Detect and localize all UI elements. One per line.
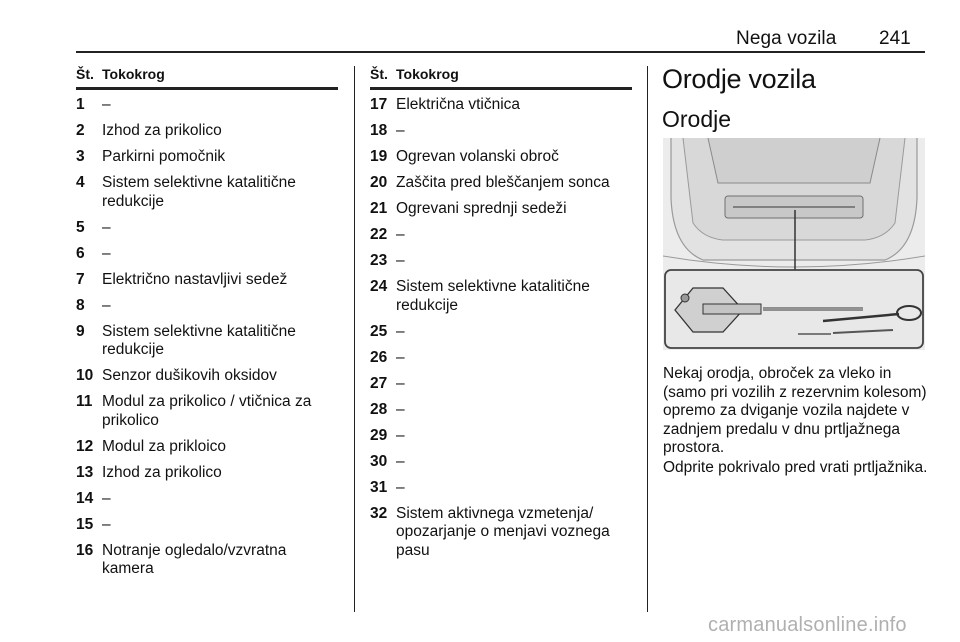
watermark: carmanualsonline.info: [708, 614, 907, 636]
table-row: [76, 516, 338, 535]
fuse-number: 19: [370, 148, 388, 165]
circuit-label: –: [396, 226, 405, 243]
table-row: [370, 174, 632, 193]
fuse-number: 18: [370, 122, 388, 139]
fuse-number: 15: [76, 515, 94, 533]
fuse-number: 14: [76, 489, 94, 507]
tools-description: Nekaj orodja, obroček za vleko in (samo pri vozilih z rezervnim kolesom) opremo za dviganje vozila najdete v zadnjem predalu v dnu prtljažnega prostora.: [663, 365, 927, 456]
circuit-label: Električno nastavljivi sedež: [102, 270, 288, 288]
fuse-number: 4: [76, 174, 85, 191]
table-row: [76, 464, 338, 483]
table-header: [370, 66, 632, 87]
table-row: [370, 200, 632, 219]
table-row: [76, 148, 338, 167]
table-row: [76, 490, 338, 509]
circuit-label: –: [102, 96, 111, 113]
circuit-label: –: [102, 296, 111, 314]
fuse-number: 32: [370, 504, 388, 522]
fuse-number: 16: [76, 541, 94, 559]
circuit-label: –: [396, 374, 405, 392]
circuit-label: Električna vtičnica: [396, 96, 521, 113]
circuit-label: Ogrevani sprednji sedeži: [396, 200, 567, 217]
table-row: [370, 323, 632, 342]
table-row: [76, 323, 338, 360]
fuse-number: 25: [370, 322, 388, 340]
table-header-rule: [370, 87, 632, 90]
fuse-number: 13: [76, 463, 94, 481]
table-header: [76, 66, 338, 87]
table-row: [76, 438, 338, 457]
circuit-label: –: [396, 426, 405, 444]
table-row: [370, 453, 632, 472]
open-cover-instruction: Odprite pokrivalo pred vrati prtljažnika.: [663, 459, 928, 476]
circuit-label: Notranje ogledalo/vzvratna kamera: [102, 541, 287, 577]
table-row: [370, 148, 632, 167]
column-circuit-header: Tokokrog: [102, 66, 165, 82]
circuit-label: –: [102, 515, 111, 533]
circuit-label: –: [396, 322, 405, 340]
circuit-label: –: [102, 244, 111, 262]
fuse-number: 29: [370, 426, 388, 444]
fuse-number: 2: [76, 122, 85, 139]
table-body: [76, 96, 338, 579]
section-title: Orodje vozila: [662, 64, 816, 94]
table-row: [370, 122, 632, 141]
header-title: Nega vozila: [736, 28, 837, 49]
table-row: [76, 96, 338, 115]
fuse-number: 9: [76, 322, 85, 340]
table-row: [76, 271, 338, 290]
circuit-label: Sistem selektivne katalitične redukcije: [396, 278, 590, 314]
fuse-number: 10: [76, 367, 94, 384]
fuse-number: 11: [76, 393, 93, 410]
table-row: [76, 174, 338, 211]
fuse-table-right: [370, 66, 632, 568]
table-row: [370, 349, 632, 368]
circuit-label: Zaščita pred bleščanjem sonca: [396, 174, 610, 191]
fuse-number: 8: [76, 296, 85, 314]
fuse-number: 5: [76, 218, 85, 236]
fuse-table-left: [76, 66, 338, 586]
table-body: [370, 96, 632, 560]
circuit-label: Modul za prikolico / vtičnica za prikolico: [102, 393, 312, 429]
column-divider: [647, 66, 648, 612]
section-subtitle: Orodje: [662, 106, 732, 132]
circuit-label: –: [396, 452, 405, 470]
fuse-number: 7: [76, 270, 85, 288]
fuse-number: 28: [370, 400, 388, 418]
table-row: [370, 226, 632, 245]
circuit-label: Modul za prikloico: [102, 437, 227, 455]
table-row: [76, 122, 338, 141]
circuit-label: Ogrevan volanski obroč: [396, 148, 559, 165]
table-row: [370, 96, 632, 115]
table-row: [370, 252, 632, 271]
circuit-label: Sistem selektivne katalitične redukcije: [102, 322, 296, 358]
fuse-number: 23: [370, 252, 388, 269]
fuse-number: 24: [370, 278, 388, 295]
fuse-number: 22: [370, 226, 388, 243]
table-row: [76, 297, 338, 316]
circuit-label: Parkirni pomočnik: [102, 148, 226, 165]
fuse-number: 26: [370, 348, 388, 366]
table-row: [370, 278, 632, 315]
table-row: [76, 542, 338, 579]
table-row: [76, 393, 338, 430]
column-circuit-header: Tokokrog: [396, 66, 459, 82]
circuit-label: Senzor dušikovih oksidov: [102, 367, 277, 384]
circuit-label: –: [396, 252, 405, 269]
circuit-label: Sistem selektivne katalitične redukcije: [102, 174, 296, 210]
circuit-label: –: [102, 218, 111, 236]
fuse-number: 12: [76, 437, 94, 455]
page-number: 241: [879, 28, 911, 49]
fuse-number: 20: [370, 174, 388, 191]
fuse-number: 27: [370, 374, 388, 392]
fuse-number: 1: [76, 96, 85, 113]
table-row: [370, 401, 632, 420]
fuse-number: 17: [370, 96, 388, 113]
table-row: [370, 375, 632, 394]
tools-illustration: [663, 138, 925, 350]
column-number-header: Št.: [76, 66, 94, 82]
header-rule: [76, 51, 925, 53]
fuse-number: 31: [370, 478, 388, 496]
table-row: [76, 367, 338, 386]
circuit-label: –: [396, 400, 405, 418]
circuit-label: Izhod za prikolico: [102, 122, 222, 139]
circuit-label: –: [396, 122, 405, 139]
fuse-number: 30: [370, 452, 388, 470]
table-row: [76, 245, 338, 264]
circuit-label: –: [102, 489, 111, 507]
circuit-label: –: [396, 348, 405, 366]
circuit-label: Sistem aktivnega vzmetenja/ opozarjanje o menjavi voznega pasu: [396, 504, 610, 559]
table-row: [370, 427, 632, 446]
column-divider: [354, 66, 355, 612]
circuit-label: –: [396, 478, 405, 496]
fuse-number: 3: [76, 148, 85, 165]
fuse-number: 6: [76, 244, 85, 262]
column-number-header: Št.: [370, 66, 388, 82]
table-row: [370, 479, 632, 498]
table-row: [370, 505, 632, 561]
circuit-label: Izhod za prikolico: [102, 463, 222, 481]
fuse-number: 21: [370, 200, 388, 217]
table-row: [76, 219, 338, 238]
table-header-rule: [76, 87, 338, 90]
